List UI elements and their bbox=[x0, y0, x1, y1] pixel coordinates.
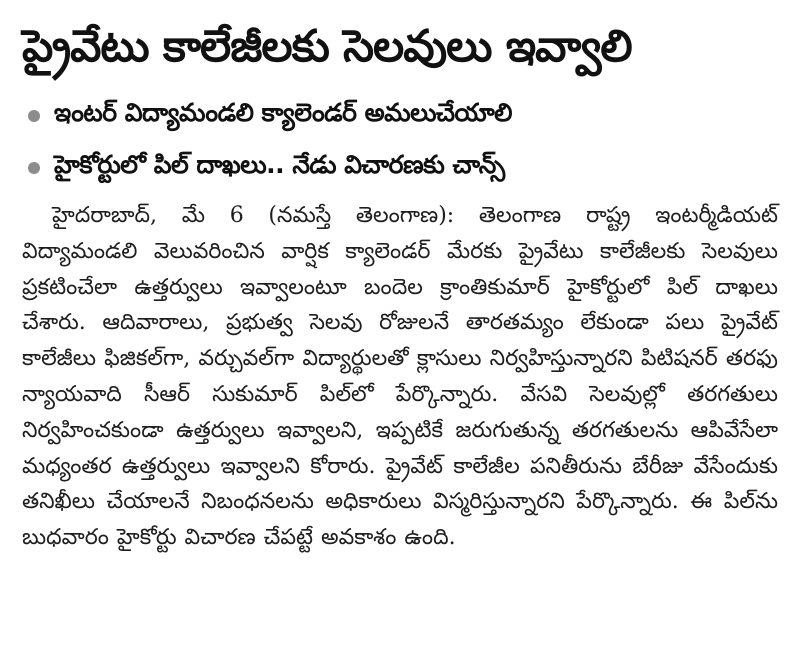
subhead-item bbox=[22, 90, 778, 142]
headline: ప్రైవేటు కాలేజీలకు సెలవులు ఇవ్వాలి bbox=[22, 21, 632, 72]
subhead-text: ఇంటర్ విద్యామండలి క్యాలెండర్ అమలుచేయాలి bbox=[54, 98, 512, 127]
subhead-text: హైకోర్టులో పిల్ దాఖలు.. నేడు విచారణకు చాన్స్ bbox=[54, 150, 505, 179]
bullet-icon bbox=[28, 110, 40, 122]
article-body: హైదరాబాద్, మే 6 (నమస్తే తెలంగాణ): తెలంగాణ రాష్ట్ర ఇంటర్మీడియట్ విద్యామండలి వెలువరించిన వార్షిక క్యాలెండర్ మేరకు ప్రైవేటు కాలేజీలకు సెలవులు ప్రకటించేలా ఉత్తర్వులు ఇవ్వాలంటూ బందెల క్రాంతికుమార్ హైకోర్టులో పిల్ దాఖలు చేశారు. ఆదివారాలు, ప్రభుత్వ సెలవు రోజులనే తారతమ్యం లేకుండా పలు ప్రైవేట్ కాలేజీలు ఫిజికల్‌గా, వర్చువల్‌గా విద్యార్థులతో క్లాసులు నిర్వహిస్తున్నారని పిటిషనర్ తరఫు న్యాయవాది సీఆర్ సుకుమార్ పిల్‌లో పేర్కొన్నారు. వేసవి సెలవుల్లో తరగతులు నిర్వహించకుండా ఉత్తర్వులు ఇవ్వాలని, ఇప్పటికే జరుగుతున్న తరగతులను ఆపివేసేలా మధ్యంతర ఉత్తర్వులు ఇవ్వాలని కోరారు. ప్రైవేట్ కాలేజీల పనితీరును బేరీజు వేసేందుకు తనిఖీలు చేయాలనే నిబంధనలను అధికారులు విస్మరిస్తున్నారని పేర్కొన్నారు. ఈ పిల్‌ను బుధవారం హైకోర్టు విచారణ చేపట్టే అవకాశం ఉంది. bbox=[22, 203, 778, 551]
subhead-item bbox=[22, 142, 778, 194]
subheads-list bbox=[22, 90, 778, 194]
bullet-icon bbox=[28, 162, 40, 174]
